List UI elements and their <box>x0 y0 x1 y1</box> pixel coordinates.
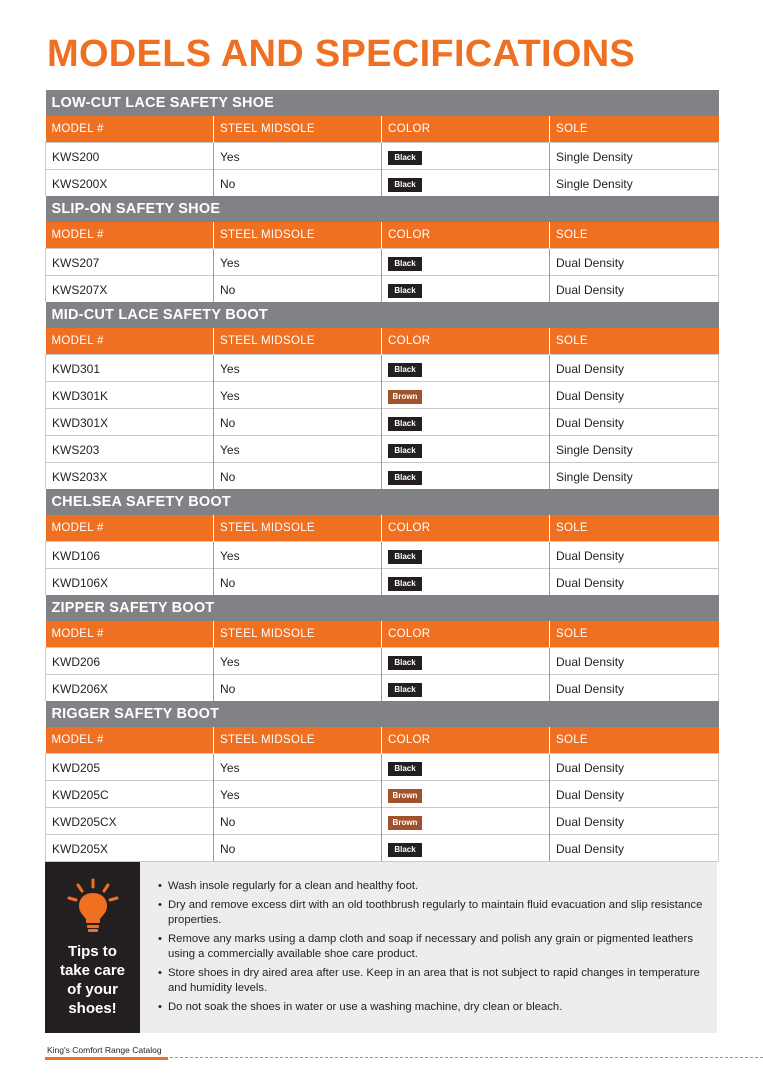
color-swatch: Black <box>388 444 422 458</box>
table-row <box>46 648 719 675</box>
column-header: COLOR <box>382 727 550 754</box>
table-row <box>46 835 719 862</box>
model-cell: KWS203X <box>46 463 214 490</box>
steel-midsole-cell: No <box>214 835 382 862</box>
care-tips-panel <box>45 862 717 1033</box>
section-header-row <box>46 489 719 515</box>
color-cell <box>382 276 550 303</box>
steel-midsole-cell: Yes <box>214 249 382 276</box>
sole-cell: Single Density <box>550 170 719 197</box>
color-cell <box>382 569 550 596</box>
tips-title <box>45 942 140 1018</box>
tips-title-line: of your <box>67 981 118 998</box>
column-header: STEEL MIDSOLE <box>214 328 382 355</box>
sole-cell: Dual Density <box>550 276 719 303</box>
color-swatch: Brown <box>388 816 422 830</box>
color-cell <box>382 754 550 781</box>
color-swatch: Black <box>388 151 422 165</box>
sole-cell: Dual Density <box>550 675 719 702</box>
color-swatch: Black <box>388 284 422 298</box>
steel-midsole-cell: No <box>214 276 382 303</box>
sole-cell: Single Density <box>550 436 719 463</box>
column-header-row <box>46 515 719 542</box>
column-header: MODEL # <box>46 328 214 355</box>
color-swatch: Black <box>388 257 422 271</box>
column-header: SOLE <box>550 222 719 249</box>
sole-cell: Dual Density <box>550 754 719 781</box>
steel-midsole-cell: Yes <box>214 143 382 170</box>
model-cell: KWD205C <box>46 781 214 808</box>
sole-cell: Dual Density <box>550 648 719 675</box>
tip-item: • Do not soak the shoes in water or use a washing machine, dry clean or bleach. <box>158 1000 703 1016</box>
color-cell <box>382 355 550 382</box>
table-row <box>46 409 719 436</box>
color-cell <box>382 249 550 276</box>
color-cell <box>382 542 550 569</box>
column-header: SOLE <box>550 621 719 648</box>
sole-cell: Dual Density <box>550 569 719 596</box>
sole-cell: Single Density <box>550 143 719 170</box>
column-header: SOLE <box>550 515 719 542</box>
column-header-row <box>46 222 719 249</box>
model-cell: KWD106X <box>46 569 214 596</box>
model-cell: KWD206 <box>46 648 214 675</box>
model-cell: KWS207 <box>46 249 214 276</box>
color-swatch: Brown <box>388 789 422 803</box>
tips-title-line: take care <box>59 962 126 979</box>
model-cell: KWS200X <box>46 170 214 197</box>
model-cell: KWD205X <box>46 835 214 862</box>
sole-cell: Dual Density <box>550 382 719 409</box>
table-row <box>46 675 719 702</box>
section-title: MID-CUT LACE SAFETY BOOT <box>46 302 719 328</box>
color-cell <box>382 170 550 197</box>
color-swatch: Black <box>388 843 422 857</box>
table-row <box>46 463 719 490</box>
model-cell: KWS203 <box>46 436 214 463</box>
column-header: COLOR <box>382 328 550 355</box>
color-swatch: Black <box>388 417 422 431</box>
steel-midsole-cell: Yes <box>214 382 382 409</box>
sole-cell: Single Density <box>550 463 719 490</box>
section-header-row <box>46 595 719 621</box>
steel-midsole-cell: Yes <box>214 542 382 569</box>
column-header: SOLE <box>550 727 719 754</box>
model-cell: KWD301 <box>46 355 214 382</box>
column-header: SOLE <box>550 116 719 143</box>
steel-midsole-cell: Yes <box>214 781 382 808</box>
column-header-row <box>46 116 719 143</box>
steel-midsole-cell: No <box>214 409 382 436</box>
steel-midsole-cell: Yes <box>214 754 382 781</box>
tip-item: • Remove any marks using a damp cloth and soap if necessary and polish any grain or pigmented leathers using a commercially available shoe care product. <box>158 932 703 963</box>
color-cell <box>382 382 550 409</box>
column-header: STEEL MIDSOLE <box>214 621 382 648</box>
color-swatch: Black <box>388 363 422 377</box>
sole-cell: Dual Density <box>550 542 719 569</box>
table-row <box>46 754 719 781</box>
page-title: MODELS AND SPECIFICATIONS <box>47 33 636 75</box>
footer-catalog-name: King's Comfort Range Catalog <box>47 1045 162 1055</box>
column-header: COLOR <box>382 222 550 249</box>
model-cell: KWD301K <box>46 382 214 409</box>
color-cell <box>382 409 550 436</box>
color-swatch: Black <box>388 656 422 670</box>
column-header-row <box>46 727 719 754</box>
table-row <box>46 355 719 382</box>
table-row <box>46 569 719 596</box>
sole-cell: Dual Density <box>550 835 719 862</box>
column-header: STEEL MIDSOLE <box>214 727 382 754</box>
column-header: COLOR <box>382 515 550 542</box>
table-row <box>46 382 719 409</box>
table-row <box>46 276 719 303</box>
column-header: MODEL # <box>46 621 214 648</box>
tip-item: • Store shoes in dry aired area after use. Keep in an area that is not subject to rapid changes in temperature and humidity levels. <box>158 966 703 997</box>
column-header-row <box>46 621 719 648</box>
table-row <box>46 542 719 569</box>
model-cell: KWD106 <box>46 542 214 569</box>
color-swatch: Black <box>388 471 422 485</box>
column-header: STEEL MIDSOLE <box>214 116 382 143</box>
column-header: COLOR <box>382 116 550 143</box>
steel-midsole-cell: No <box>214 569 382 596</box>
color-cell <box>382 143 550 170</box>
table-row <box>46 143 719 170</box>
color-cell <box>382 463 550 490</box>
sole-cell: Dual Density <box>550 249 719 276</box>
color-cell <box>382 436 550 463</box>
section-title: LOW-CUT LACE SAFETY SHOE <box>46 90 719 116</box>
section-title: SLIP-ON SAFETY SHOE <box>46 196 719 222</box>
footer-accent-bar <box>45 1057 168 1060</box>
tip-item: • Wash insole regularly for a clean and healthy foot. <box>158 879 703 895</box>
specifications-table <box>45 90 719 862</box>
model-cell: KWD205CX <box>46 808 214 835</box>
tips-badge <box>45 862 140 1033</box>
section-title: CHELSEA SAFETY BOOT <box>46 489 719 515</box>
column-header: SOLE <box>550 328 719 355</box>
steel-midsole-cell: No <box>214 170 382 197</box>
steel-midsole-cell: No <box>214 808 382 835</box>
tip-item: • Dry and remove excess dirt with an old toothbrush regularly to maintain fluid evacuation and slip resistance properties. <box>158 898 703 929</box>
color-cell <box>382 808 550 835</box>
column-header: MODEL # <box>46 515 214 542</box>
section-title: ZIPPER SAFETY BOOT <box>46 595 719 621</box>
section-header-row <box>46 196 719 222</box>
table-row <box>46 170 719 197</box>
steel-midsole-cell: No <box>214 675 382 702</box>
color-swatch: Black <box>388 550 422 564</box>
column-header: COLOR <box>382 621 550 648</box>
table-row <box>46 436 719 463</box>
color-cell <box>382 675 550 702</box>
sole-cell: Dual Density <box>550 808 719 835</box>
column-header: MODEL # <box>46 116 214 143</box>
color-swatch: Black <box>388 577 422 591</box>
sole-cell: Dual Density <box>550 355 719 382</box>
model-cell: KWD205 <box>46 754 214 781</box>
color-cell <box>382 835 550 862</box>
section-header-row <box>46 701 719 727</box>
section-header-row <box>46 90 719 116</box>
steel-midsole-cell: Yes <box>214 355 382 382</box>
color-cell <box>382 648 550 675</box>
tips-title-line: shoes! <box>68 1000 117 1017</box>
color-swatch: Brown <box>388 390 422 404</box>
section-header-row <box>46 302 719 328</box>
steel-midsole-cell: No <box>214 463 382 490</box>
column-header-row <box>46 328 719 355</box>
color-swatch: Black <box>388 683 422 697</box>
column-header: MODEL # <box>46 222 214 249</box>
lightbulb-icon <box>65 876 121 936</box>
tips-title-line: Tips to <box>68 943 117 960</box>
model-cell: KWD301X <box>46 409 214 436</box>
model-cell: KWS207X <box>46 276 214 303</box>
sole-cell: Dual Density <box>550 409 719 436</box>
color-swatch: Black <box>388 178 422 192</box>
section-title: RIGGER SAFETY BOOT <box>46 701 719 727</box>
color-swatch: Black <box>388 762 422 776</box>
table-row <box>46 249 719 276</box>
tips-list <box>158 879 703 1018</box>
column-header: MODEL # <box>46 727 214 754</box>
footer-divider <box>170 1057 763 1058</box>
model-cell: KWD206X <box>46 675 214 702</box>
column-header: STEEL MIDSOLE <box>214 515 382 542</box>
table-row <box>46 781 719 808</box>
column-header: STEEL MIDSOLE <box>214 222 382 249</box>
table-row <box>46 808 719 835</box>
model-cell: KWS200 <box>46 143 214 170</box>
sole-cell: Dual Density <box>550 781 719 808</box>
color-cell <box>382 781 550 808</box>
steel-midsole-cell: Yes <box>214 436 382 463</box>
steel-midsole-cell: Yes <box>214 648 382 675</box>
